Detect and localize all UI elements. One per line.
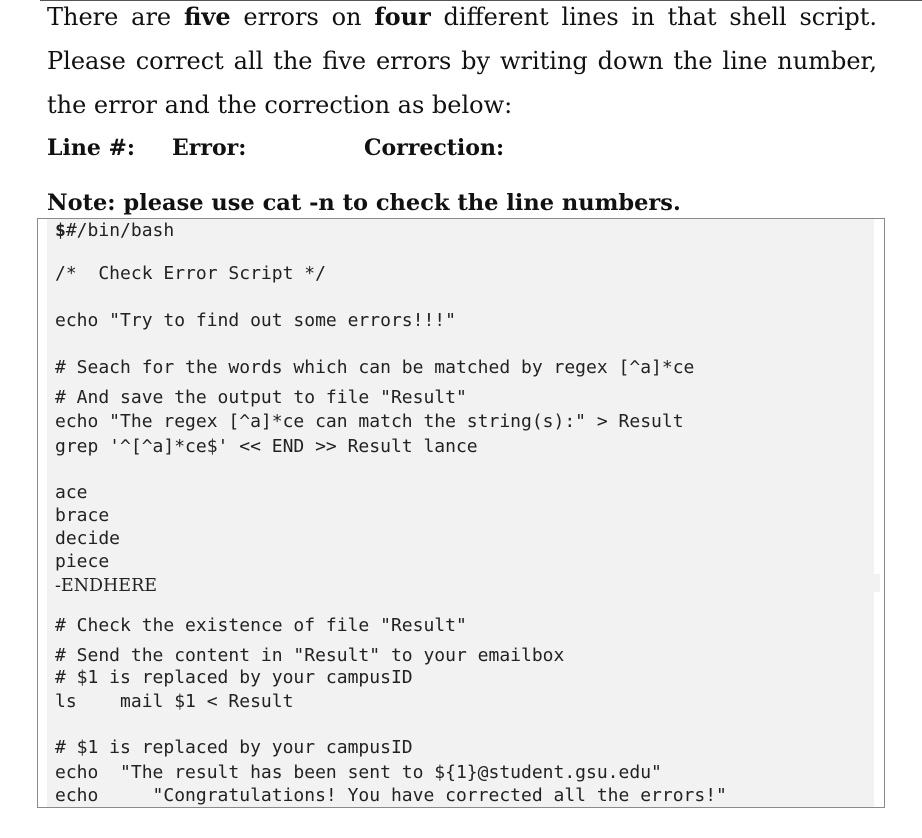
code-line-shebang: $#/bin/bash (55, 220, 175, 241)
instructions-line-3: the error and the correction as below: (47, 91, 513, 119)
code-line-replace-comment-1: # $1 is replaced by your campusID (55, 667, 413, 688)
instructions-line-1: There are five errors on four different lines in that shell script. (47, 2, 878, 31)
code-background (47, 219, 874, 807)
code-line-grep: grep '^[^a]*ce$' << END >> Result lance (55, 436, 478, 457)
code-line-send-comment: # Send the content in "Result" to your emailbox (55, 645, 565, 666)
error-label: Error: (172, 135, 247, 161)
note: Note: please use cat -n to check the line numbers. (47, 190, 681, 216)
code-line-search-comment: # Seach for the words which can be matched by regex [^a]*ce (55, 357, 695, 378)
code-line-echo-try: echo "Try to find out some errors!!!" (55, 310, 456, 331)
line-number-label: Line #: (47, 135, 136, 161)
code-line-save-comment: # And save the output to file "Result" (55, 387, 467, 408)
instructions-line-2: Please correct all the five errors by writing down the line number, (47, 47, 877, 75)
code-line-piece: piece (55, 551, 110, 572)
correction-label: Correction: (364, 135, 505, 161)
code-line-ls-mail: ls mail $1 < Result (55, 691, 294, 712)
code-line-check-comment: # Check the existence of file "Result" (55, 615, 467, 636)
code-line-echo-regex: echo "The regex [^a]*ce can match the string(s):" > Result (55, 411, 684, 432)
code-line-brace: brace (55, 505, 110, 526)
code-line-echo-sent: echo "The result has been sent to ${1}@student.gsu.edu" (55, 762, 662, 783)
code-line-decide: decide (55, 528, 121, 549)
code-line-replace-comment-2: # $1 is replaced by your campusID (55, 737, 413, 758)
code-line-endhere: -ENDHERE (55, 576, 158, 596)
code-line-comment-block: /* Check Error Script */ (55, 263, 326, 284)
code-line-echo-congrats: echo "Congratulations! You have corrected all the errors!" (55, 785, 727, 806)
instructions-paragraph (47, 0, 877, 127)
code-line-ace: ace (55, 482, 88, 503)
